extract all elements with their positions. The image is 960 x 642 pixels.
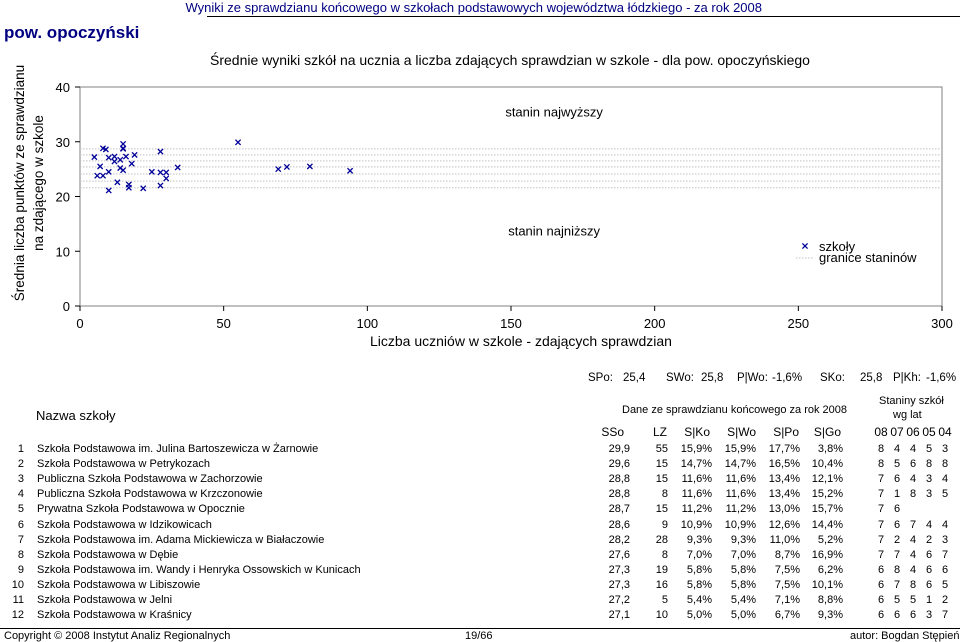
table-row-value: 13,0% bbox=[768, 503, 800, 516]
table-row-stanine: 7 bbox=[941, 609, 949, 622]
table-row-name: Szkoła Podstawowa im. Julina Bartoszewicza w Żarnowie bbox=[37, 443, 319, 455]
x-tick-label: 150 bbox=[500, 316, 522, 330]
table-row-value: 11,6% bbox=[725, 473, 756, 486]
table-row-value: 9,3% bbox=[817, 609, 843, 622]
x-tick-label: 250 bbox=[787, 316, 810, 330]
x-tick-label: 100 bbox=[356, 316, 379, 330]
table-row-name: Szkoła Podstawowa w Kraśnicy bbox=[37, 609, 192, 622]
table-row-value: 5,4% bbox=[730, 594, 756, 606]
table-row-value: 10,9% bbox=[724, 518, 756, 531]
table-row-name: Szkoła Podstawowa w Libiszowie bbox=[37, 578, 201, 591]
table-row-value: 15,9% bbox=[680, 443, 712, 455]
table-row-value: 13,4% bbox=[768, 488, 800, 501]
table-row-value: 5,8% bbox=[686, 578, 712, 591]
table-row-stanine: 3 bbox=[925, 488, 933, 501]
table-header-group: Dane ze sprawdzianu końcowego za rok 2008 bbox=[622, 404, 848, 416]
table-row-stanine: 6 bbox=[925, 563, 933, 576]
table-row-stanine: 4 bbox=[909, 473, 917, 486]
table-row-value: 15,2% bbox=[811, 488, 843, 501]
table-row-stanine: 3 bbox=[941, 533, 949, 546]
table-row-value: 16,5% bbox=[768, 458, 800, 471]
table-row-stanine: 5 bbox=[941, 488, 949, 501]
footer-page: 19/66 bbox=[465, 630, 493, 642]
table-row-value: 28,8 bbox=[608, 473, 630, 486]
table-row-number: 9 bbox=[17, 563, 24, 576]
table-row-number: 12 bbox=[11, 609, 24, 622]
table-row-stanine: 7 bbox=[877, 473, 885, 486]
page-header-title: Wyniki ze sprawdzianu końcowego w szkołach podstawowych województwa łódzkiego - za rok 2008 bbox=[185, 0, 762, 15]
table-row-value: 15,9% bbox=[724, 443, 756, 455]
x-tick-label: 50 bbox=[216, 316, 231, 330]
table-row-value: 29,6 bbox=[608, 458, 630, 471]
table-row-value: 8,7% bbox=[774, 548, 800, 561]
table-row-value: 14,7% bbox=[724, 458, 756, 471]
summary-pwo-label: P|Wo: bbox=[737, 372, 768, 384]
table-row-stanine: 3 bbox=[925, 609, 933, 622]
table-header-name: Nazwa szkoły bbox=[36, 408, 116, 423]
table-row-value: 5,2% bbox=[817, 533, 843, 546]
table-row-stanine: 5 bbox=[893, 458, 901, 471]
table-row-value: 11,6% bbox=[681, 488, 712, 501]
table-row-name: Publiczna Szkoła Podstawowa w Krzczonowie bbox=[37, 488, 263, 501]
x-tick-label: 200 bbox=[643, 316, 666, 330]
table-header-stanine-years: wg lat bbox=[893, 409, 922, 421]
table-row-stanine: 6 bbox=[893, 503, 901, 516]
table-row-value: 7,0% bbox=[730, 548, 756, 561]
table-row-name: Szkoła Podstawowa w Idzikowicach bbox=[37, 518, 212, 531]
table-row-value: 5,8% bbox=[730, 563, 756, 576]
table-row-value: 7,5% bbox=[774, 578, 800, 591]
table-row-value: 55 bbox=[655, 443, 668, 455]
chart-xlabel: Liczba uczniów w szkole - zdających sprawdzian bbox=[370, 333, 672, 349]
table-row-name: Szkoła Podstawowa w Petrykozach bbox=[37, 458, 211, 471]
table-row-value: 15 bbox=[655, 503, 668, 516]
table-row-value: 5,8% bbox=[730, 578, 756, 591]
table-row-value: 8 bbox=[661, 488, 668, 501]
table-row-name: Szkoła Podstawowa im. Adama Mickiewicza w Białaczowie bbox=[37, 533, 325, 546]
table-row-stanine: 6 bbox=[893, 518, 901, 531]
table-row-stanine: 3 bbox=[925, 473, 933, 486]
table-row-value: 19 bbox=[655, 563, 668, 576]
summary-pkh-label: P|Kh: bbox=[893, 372, 921, 384]
summary-sko-label: SKo: bbox=[820, 372, 845, 384]
table-row-value: 10,1% bbox=[811, 578, 843, 591]
table-row-number: 11 bbox=[12, 594, 24, 606]
table-row-value: 11,6% bbox=[725, 488, 756, 501]
table-row-number: 2 bbox=[17, 458, 24, 471]
table-row-value: 28,2 bbox=[608, 533, 630, 546]
table-row-value: 28,8 bbox=[608, 488, 630, 501]
table-row-value: 6,7% bbox=[774, 609, 800, 622]
y-tick-label: 30 bbox=[55, 134, 70, 150]
table-row-number: 1 bbox=[17, 443, 24, 455]
table-row-value: 11,2% bbox=[681, 503, 712, 516]
table-row-stanine: 7 bbox=[941, 548, 949, 561]
table-row-number: 10 bbox=[11, 578, 24, 591]
summary-pwo-value: -1,6% bbox=[772, 372, 803, 384]
y-tick-label: 40 bbox=[55, 80, 70, 95]
table-row-stanine: 7 bbox=[877, 488, 885, 501]
table-row-value: 8 bbox=[661, 548, 668, 561]
table-row-value: 13,4% bbox=[768, 473, 800, 486]
table-row-value: 27,3 bbox=[608, 563, 630, 576]
table-row-name: Szkoła Podstawowa w Dębie bbox=[37, 548, 179, 561]
table-row-value: 11,2% bbox=[725, 503, 756, 516]
annotation-top: stanin najwyższy bbox=[505, 104, 603, 120]
table-row-stanine: 6 bbox=[877, 609, 885, 622]
table-row-stanine: 2 bbox=[893, 533, 901, 546]
table-row-value: 10 bbox=[655, 609, 668, 622]
table-row-stanine: 4 bbox=[909, 548, 917, 561]
y-tick-label: 10 bbox=[55, 244, 70, 260]
x-tick-label: 0 bbox=[76, 316, 84, 330]
table-col-header: S|Go bbox=[813, 425, 841, 439]
summary-swo-value: 25,8 bbox=[701, 372, 724, 384]
table-row-stanine: 6 bbox=[909, 458, 917, 471]
table-row-stanine: 7 bbox=[909, 518, 917, 531]
table-row-number: 3 bbox=[17, 473, 24, 486]
table-col-header: SSo bbox=[601, 425, 624, 439]
table-row-value: 7,5% bbox=[774, 563, 800, 576]
table-row-name: Szkoła Podstawowa w Jelni bbox=[37, 594, 173, 606]
y-tick-label: 0 bbox=[62, 299, 70, 314]
table-row-stanine: 5 bbox=[909, 594, 917, 606]
table-row-value: 5,8% bbox=[686, 563, 712, 576]
table-row-value: 16 bbox=[655, 578, 668, 591]
table-year-header: 08 bbox=[874, 425, 888, 439]
table-row-stanine: 4 bbox=[909, 443, 917, 455]
table-row-stanine: 5 bbox=[925, 443, 933, 455]
table-row-name: Szkoła Podstawowa im. Wandy i Henryka Ossowskich w Kunicach bbox=[37, 563, 361, 576]
table-row-stanine: 6 bbox=[893, 609, 901, 622]
table-row-value: 7,1% bbox=[774, 594, 800, 606]
summary-spo-value: 25,4 bbox=[623, 372, 646, 384]
table-row-stanine: 4 bbox=[925, 518, 933, 531]
summary-sko-value: 25,8 bbox=[860, 372, 883, 384]
table-row-stanine: 2 bbox=[925, 533, 933, 546]
table-row-stanine: 7 bbox=[877, 518, 885, 531]
table-col-header: LZ bbox=[652, 425, 667, 439]
table-row-name: Publiczna Szkoła Podstawowa w Zachorzowie bbox=[37, 473, 263, 486]
table-row-value: 15,7% bbox=[811, 503, 843, 516]
table-header-stanine: Staniny szkół bbox=[879, 395, 944, 407]
table-row-value: 5,0% bbox=[686, 609, 712, 622]
x-tick-label: 300 bbox=[931, 316, 953, 330]
table-row-value: 27,3 bbox=[608, 578, 630, 591]
chart-ylabel-line1: Średnia liczba punktów ze sprawdzianu bbox=[12, 64, 27, 302]
table-row-stanine: 6 bbox=[877, 578, 885, 591]
summary-pkh-value: -1,6% bbox=[926, 372, 957, 384]
table-row-stanine: 6 bbox=[877, 594, 885, 606]
table-year-header: 06 bbox=[906, 425, 920, 439]
table-row-stanine: 4 bbox=[909, 563, 917, 576]
table-year-header: 05 bbox=[922, 425, 936, 439]
table-row-stanine: 8 bbox=[877, 458, 885, 471]
footer-author: autor: Bogdan Stępień bbox=[850, 630, 960, 642]
legend-label-bounds: granice staninów bbox=[819, 250, 917, 265]
table-row-stanine: 1 bbox=[925, 594, 933, 606]
table-row-number: 4 bbox=[17, 488, 24, 501]
table-year-header: 07 bbox=[890, 425, 904, 439]
table-row-number: 8 bbox=[17, 548, 24, 561]
table-row-stanine: 7 bbox=[877, 533, 885, 546]
region-title: pow. opoczyński bbox=[4, 23, 140, 42]
table-row-name: Prywatna Szkoła Podstawowa w Opocznie bbox=[37, 503, 245, 516]
summary-swo-label: SWo: bbox=[666, 372, 694, 384]
table-row-value: 15 bbox=[655, 473, 668, 486]
table-row-value: 16,9% bbox=[811, 548, 843, 561]
annotation-bottom: stanin najniższy bbox=[508, 223, 600, 239]
table-row-value: 14,7% bbox=[680, 458, 712, 471]
table-row-number: 6 bbox=[17, 518, 24, 531]
table-row-stanine: 4 bbox=[893, 443, 901, 455]
table-row-stanine: 6 bbox=[893, 473, 901, 486]
table-row-stanine: 8 bbox=[909, 578, 917, 591]
table-row-value: 28,7 bbox=[608, 503, 630, 516]
table-row-stanine: 6 bbox=[925, 578, 933, 591]
table-row-value: 10,9% bbox=[680, 518, 712, 531]
table-row-stanine: 4 bbox=[941, 473, 949, 486]
plot-area bbox=[80, 87, 942, 306]
table-row-value: 11,0% bbox=[769, 533, 800, 546]
table-row-stanine: 4 bbox=[941, 518, 949, 531]
table-row-stanine: 4 bbox=[909, 533, 917, 546]
table-row-stanine: 3 bbox=[941, 443, 949, 455]
table-row-stanine: 8 bbox=[909, 488, 917, 501]
table-row-value: 11,6% bbox=[681, 473, 712, 486]
table-row-value: 6,2% bbox=[817, 563, 843, 576]
table-row-stanine: 7 bbox=[877, 548, 885, 561]
table-row-value: 28 bbox=[655, 533, 668, 546]
table-row-value: 5,0% bbox=[730, 609, 756, 622]
table-row-value: 14,4% bbox=[811, 518, 843, 531]
table-row-stanine: 6 bbox=[941, 563, 949, 576]
table-row-value: 9,3% bbox=[686, 533, 712, 546]
table-row-stanine: 5 bbox=[893, 594, 901, 606]
table-year-header: 04 bbox=[938, 425, 952, 439]
table-row-stanine: 5 bbox=[941, 578, 949, 591]
table-row-stanine: 2 bbox=[941, 594, 949, 606]
table-row-stanine: 7 bbox=[877, 503, 885, 516]
footer-copyright: Copyright © 2008 Instytut Analiz Regionalnych bbox=[4, 630, 231, 642]
table-row-stanine: 8 bbox=[893, 563, 901, 576]
table-row-value: 10,4% bbox=[811, 458, 843, 471]
table-row-value: 3,8% bbox=[817, 443, 843, 455]
table-row-stanine: 8 bbox=[941, 458, 949, 471]
y-tick-label: 20 bbox=[55, 189, 70, 205]
table-row-value: 27,2 bbox=[608, 594, 630, 606]
table-row-stanine: 6 bbox=[925, 548, 933, 561]
table-col-header: S|Ko bbox=[684, 425, 710, 439]
table-row-value: 5 bbox=[661, 594, 668, 606]
table-row-value: 15 bbox=[655, 458, 668, 471]
table-row-value: 8,8% bbox=[817, 594, 843, 606]
table-row-stanine: 8 bbox=[925, 458, 933, 471]
table-row-stanine: 7 bbox=[893, 578, 901, 591]
legend-label-schools: szkoły bbox=[819, 239, 856, 254]
table-row-value: 9 bbox=[661, 518, 668, 531]
table-row-value: 9,3% bbox=[730, 533, 756, 546]
table-row-value: 27,1 bbox=[608, 609, 630, 622]
table-row-stanine: 8 bbox=[877, 443, 885, 455]
table-row-stanine: 6 bbox=[909, 609, 917, 622]
table-row-stanine: 1 bbox=[893, 488, 901, 501]
summary-spo-label: SPo: bbox=[588, 372, 613, 384]
table-row-value: 12,1% bbox=[811, 473, 843, 486]
table-col-header: S|Wo bbox=[727, 425, 756, 439]
table-row-value: 28,6 bbox=[608, 518, 630, 531]
table-row-stanine: 7 bbox=[893, 548, 901, 561]
table-row-value: 5,4% bbox=[686, 594, 712, 606]
chart-title: Średnie wyniki szkół na ucznia a liczba zdających sprawdzian w szkole - dla pow. opoczyńskiego bbox=[210, 52, 810, 68]
table-row-stanine: 6 bbox=[877, 563, 885, 576]
table-row-number: 5 bbox=[17, 503, 24, 516]
chart-ylabel-line2: na zdającego w szkole bbox=[31, 115, 46, 251]
footer-rule bbox=[0, 628, 960, 629]
table-row-value: 29,9 bbox=[608, 443, 630, 455]
table-row-value: 27,6 bbox=[608, 548, 630, 561]
table-col-header: S|Po bbox=[773, 425, 799, 439]
table-row-value: 7,0% bbox=[686, 548, 712, 561]
table-row-value: 12,6% bbox=[768, 518, 800, 531]
table-row-value: 17,7% bbox=[768, 443, 800, 455]
table-row-number: 7 bbox=[17, 533, 24, 546]
